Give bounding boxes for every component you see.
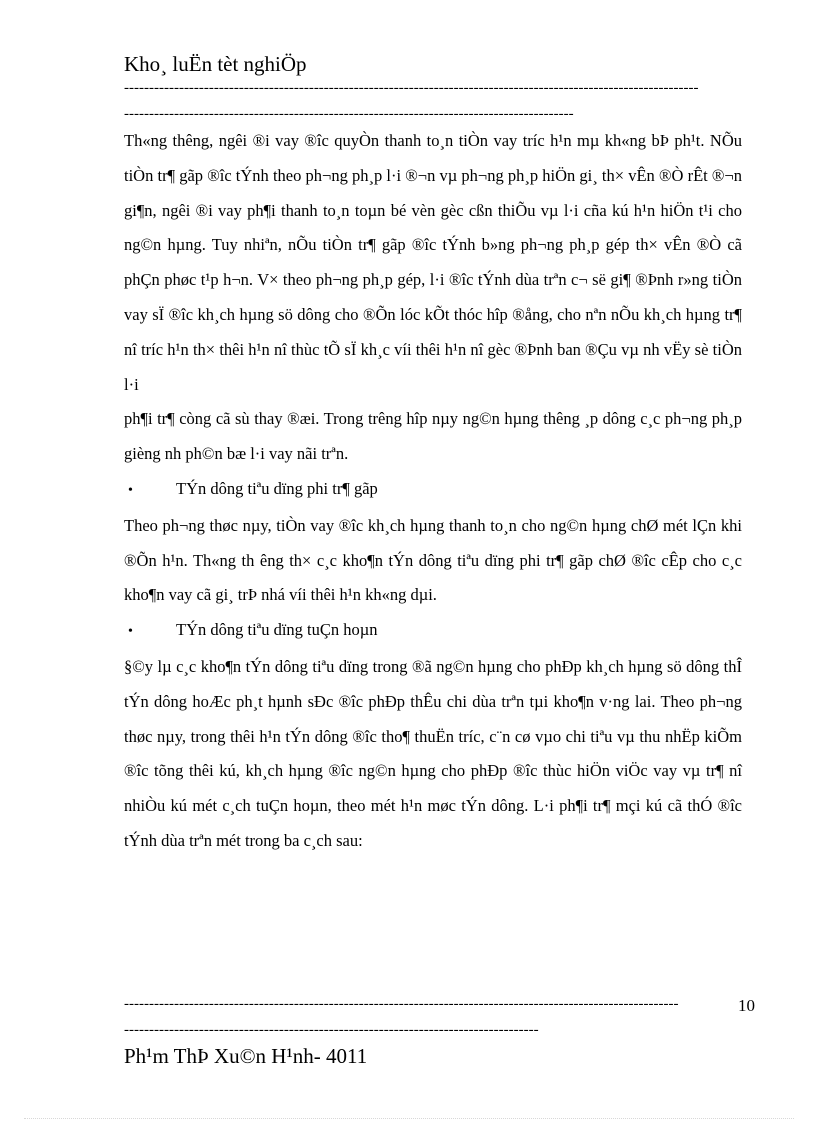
paragraph-prepayment-continued: ph¶i tr¶ còng cã sù thay ®æi. Trong trêng hîp nµy ng©n hµng thêng ¸p dông c¸c ph¬ng ph¸p gièng nh ph©n bæ l·i vay nãi trªn. <box>124 409 742 464</box>
bullet-icon: • <box>128 624 133 640</box>
footer-rule-line-2: ----------------------------------------------------------------------------------- <box>124 1022 539 1038</box>
footer-rule-line-1: --------------------------------------------------------------------------------------------------------------- <box>124 996 679 1012</box>
bullet-heading-non-installment: TÝn dông tiªu dïng phi tr¶ gãp <box>176 478 378 498</box>
paragraph-prepayment: Th«ng thêng, ngêi ®i vay ®îc quyÒn thanh to¸n tiÒn vay tríc h¹n mµ kh«ng bÞ ph¹t. NÕu tiÒn tr¶ gãp ®îc tÝnh theo ph¬ng ph¸p l·i ®¬n vµ ph¬ng ph¸p hiÖn gi¸ th× vÊn ®Ò rÊt ®¬n gi¶n, ngêi ®i vay ph¶i thanh to¸n toµn bé vèn gèc cßn thiÕu vµ l·i cña kú h¹n hiÖn t¹i cho ng©n hµng. Tuy nhiªn, nÕu tiÒn tr¶ gãp ®îc tÝnh b»ng ph¬ng ph¸p gép th× vÊn ®Ò cã phÇn phøc t¹p h¬n. V× theo ph¬ng ph¸p gép, l·i ®îc tÝnh dùa trªn c¬ së gi¶ ®Þnh r»ng tiÒn vay sÏ ®îc kh¸ch hµng sö dông cho ®Õn lóc kÕt thóc hîp ®ång, cho nªn nÕu kh¸ch hµng tr¶ nî tríc h¹n th× thêi h¹n nî thùc tÕ sÏ kh¸c víi thêi h¹n nî gèc ®Þnh ban ®Çu vµ nh vËy sè tiÒn l·i <box>124 131 742 394</box>
page-number: 10 <box>738 996 755 1015</box>
header-rule-line-2: ------------------------------------------------------------------------------------------ <box>124 106 574 122</box>
page-bottom-divider <box>24 1118 794 1119</box>
paragraph-non-installment: Theo ph¬ng thøc nµy, tiÒn vay ®îc kh¸ch hµng thanh to¸n cho ng©n hµng chØ mét lÇn khi ®Õn h¹n. Th«ng th êng th× c¸c kho¶n tÝn dông tiªu dïng phi tr¶ gãp chØ ®îc cÊp cho c¸c kho¶n vay cã gi¸ trÞ nhá víi thêi h¹n kh«ng dµi. <box>124 515 742 605</box>
bullet-item-non-installment <box>124 472 742 509</box>
bullet-heading-revolving: TÝn dông tiªu dïng tuÇn hoµn <box>176 620 378 640</box>
footer-author: Ph¹m ThÞ Xu©n H¹nh- 4011 <box>124 1044 368 1068</box>
paragraph-revolving: §©y lµ c¸c kho¶n tÝn dông tiªu dïng trong ®ã ng©n hµng cho phÐp kh¸ch hµng sö dông thÎ tÝn dông hoÆc ph¸t hµnh sÐc ®îc phÐp thÊu chi dùa trªn tµi kho¶n v·ng lai. Theo ph¬ng thøc nµy, trong thêi h¹n tÝn dông ®îc tho¶ thuËn tríc, c¨n cø vµo chi tiªu vµ thu nhËp kiÕm ®îc tõng thêi kú, kh¸ch hµng ®îc ng©n hµng cho phÐp ®îc thùc hiÖn viÖc vay vµ tr¶ nî nhiÒu kú mét c¸ch tuÇn hoµn, theo mét h¹n møc tÝn dông. L·i ph¶i tr¶ mçi kú cã thÓ ®îc tÝnh dùa trªn mét trong ba c¸ch sau: <box>124 656 742 850</box>
bullet-icon: • <box>128 482 133 498</box>
body-text <box>124 124 742 859</box>
running-header-title: Kho¸ luËn tèt nghiÖp <box>124 52 307 76</box>
header-rule-line-1: ------------------------------------------------------------------------------------------------------------------- <box>124 80 699 96</box>
bullet-item-revolving <box>124 613 742 650</box>
